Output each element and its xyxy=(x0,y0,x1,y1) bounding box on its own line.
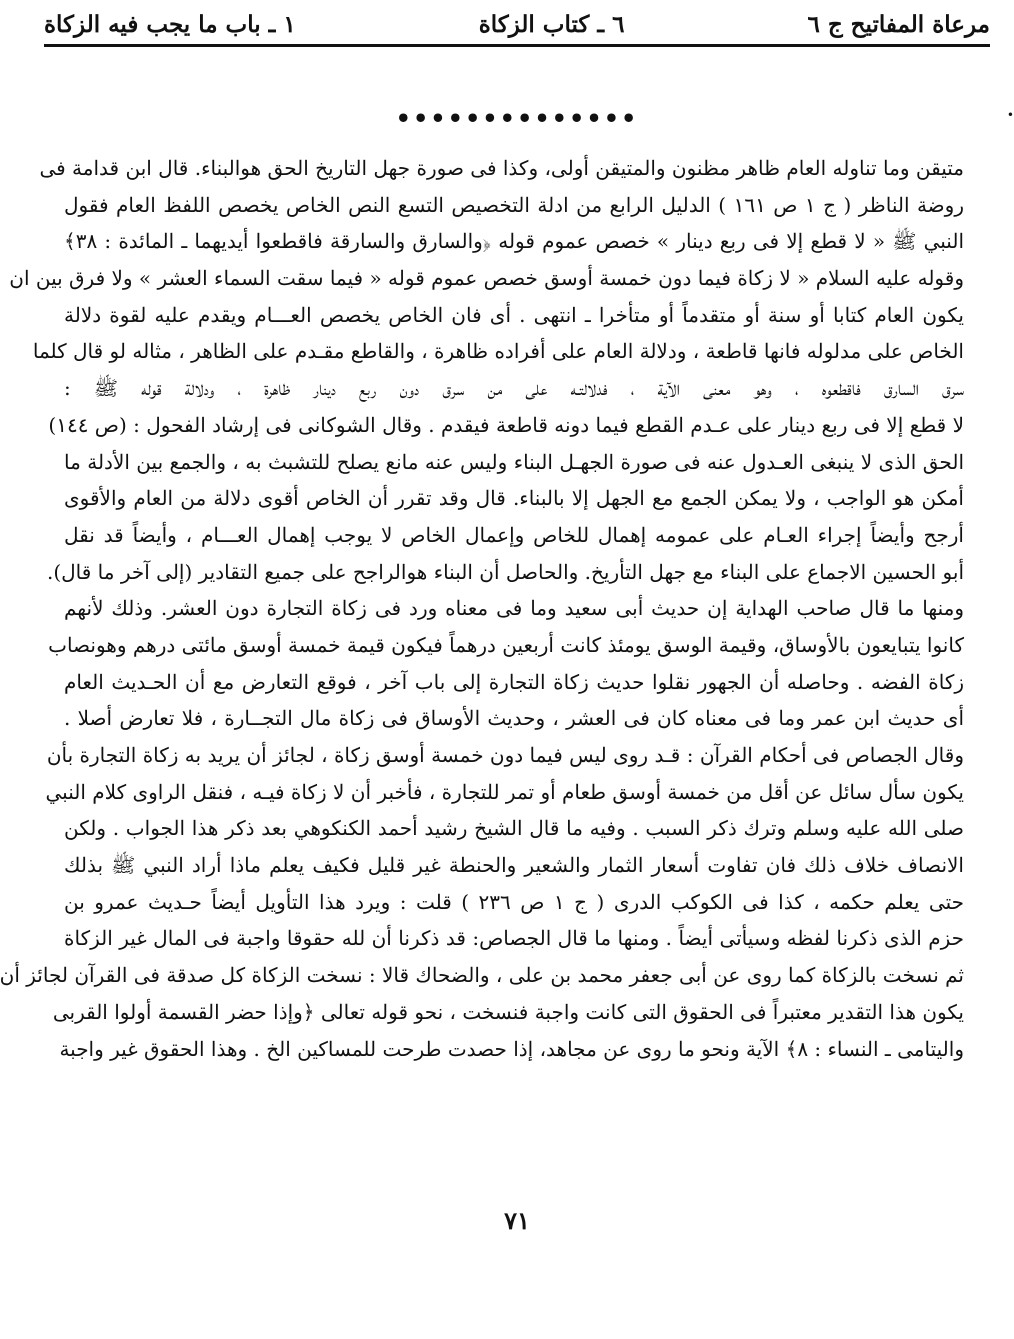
body-line: صلى الله عليه وسلم وترك ذكر السبب . وفيه ما قال الشيخ رشيد أحمد الكنكوهي بعد ذكر هذا الجواب . ولكن xyxy=(64,816,964,841)
body-line: حزم الذى ذكرنا لفظه وسيأتى أيضاً . ومنها ما قال الجصاص: قد ذكرنا أن لله حقوقا واجبة فى المال غير الزكاة xyxy=(64,926,964,951)
body-line: لا قطع إلا فى ربع دينار على عـدم القطع فيما دونه قاطعة فيقدم . وقال الشوكانى فى إرشاد الفحول : (ص ١٤٤) xyxy=(48,412,964,437)
body-line: الحق الذى لا ينبغى العـدول عنه فى صورة الجهـل البناء وليس عنه مانع يصلح للتشبث به ، والجمع بين الأدلة ما xyxy=(64,449,964,474)
body-line: أى حديث ابن عمر وما فى معناه كان فى العشر ، وحديث الأوساق فى زكاة مال التجــارة ، فلا تعارض أصلا . xyxy=(64,706,964,731)
header-book-volume: مرعاة المفاتيح ج ٦ xyxy=(807,10,990,38)
body-line: يكون العام كتابا أو سنة أو متقدماً أو متأخرا ـ انتهى . أى فان الخاص يخصص العـــام ويقدم عليه لقوة دلالة xyxy=(64,302,964,327)
body-line: يكون سأل سائل عن أقل من خمسة أوسق طعام أو تمر للتجارة ، فأخبر أن لا زكاة فيـه ، فنقل الراوى كلام النبي xyxy=(45,779,964,804)
header-book-section: ٦ ـ كتاب الزكاة xyxy=(478,10,625,38)
header-rule xyxy=(44,44,990,47)
body-line: أبو الحسين الاجماع على البناء مع جهل التأريخ. والحاصل أن البناء هوالراجح على جميع التقادير (إلى آخر ما قال). xyxy=(46,559,964,584)
body-line: أرجح وأيضاً إجراء العـام على عمومه إهمال للخاص وإعمال الخاص لا يوجب إهمال العـــام ، وأيضاً قد نقل xyxy=(64,522,964,547)
body-line: النبي ﷺ « لا قطع إلا فى ربع دينار » خصص عموم قوله ﴿والسارق والسارقة فاقطعوا أيديهما ـ المائدة : ٣٨﴾ xyxy=(64,229,964,254)
body-line: زكاة الفضه . وحاصله أن الجهور نقلوا حديث زكاة التجارة إلى باب آخر ، فوقع التعارض مع أن الحـديث العام xyxy=(64,669,965,694)
body-line: كانوا يتبايعون بالأوساق، وقيمة الوسق يومئذ كانت أربعين درهماً فيكون قيمة خمسة أوسق مائتى درهم وهونصاب xyxy=(48,632,964,657)
body-line: حتى يعلم حكمه ، كذا فى الكوكب الدرى ( ج ١ ص ٢٣٦ ) قلت : ويرد هذا التأويل أيضاً حـديث عمرو بن xyxy=(64,889,964,914)
body-line: وقال الجصاص فى أحكام القرآن : قـد روى ليس فيما دون خمسة أوسق زكاة ، لجائز أن يريد به زكاة التجارة بأن xyxy=(46,743,964,767)
body-line: متيقن وما تناوله العام ظاهر مظنون والمتيقن أولى، وكذا فى صورة جهل التاريخ الحق هوالبناء. قال ابن قدامة فى xyxy=(39,156,964,180)
body-line: وقوله عليه السلام « لا زكاة فيما دون خمسة أوسق خصص عموم قوله « فيما سقت السماء العشر » ولا فرق بين ان xyxy=(9,266,964,291)
body-line: سرق السارق فاقطعوه ، وهو معنى الآية ، فدلالتـه على من سرق دون ربع دينار ظاهرة ، ودلالة قوله ﷺ : xyxy=(64,376,964,401)
body-line: ثم نسخت بالزكاة كما روى عن أبى جعفر محمد بن على ، والضحاك قالا : نسخت الزكاة كل صدقة فى القرآن لجائز أن xyxy=(0,963,964,988)
page-number: ٧١ xyxy=(504,1206,530,1235)
header-chapter: ١ ـ باب ما يجب فيه الزكاة xyxy=(44,10,296,38)
body-line: ومنها ما قال صاحب الهداية إن حديث أبى سعيد وما فى معناه ورد فى زكاة التجارة دون العشر. وذلك لأنهم xyxy=(64,596,964,621)
body-line: أمكن هو الواجب ، ولا يمكن الجمع مع الجهل إلا بالبناء. قال وقد تقرر أن الخاص أقوى دلالة من العام والأقوى xyxy=(64,486,964,511)
body-line: روضة الناظر ( ج ١ ص ١٦١ ) الدليل الرابع من ادلة التخصيص التسع النص الخاص يخصص اللفظ العام فقول xyxy=(64,192,964,217)
body-line: الانصاف خلاف ذلك فان تفاوت أسعار الثمار والشعير والحنطة غير قليل فكيف يعلم ماذا أراد النبي ﷺ بذلك xyxy=(64,853,964,878)
margin-mark: • xyxy=(1006,108,1014,122)
body-text xyxy=(0,150,965,1067)
body-line: واليتامى ـ النساء : ٨﴾ الآية ونحو ما روى عن مجاهد، إذا حصدت طرحت للمساكين الخ . وهذا الحقوق غير واجبة xyxy=(59,1036,964,1061)
body-line: الخاص على مدلوله فانها قاطعة ، ودلالة العام على أفراده ظاهرة ، والقاطع مقـدم على الظاهر ، مثاله لو قال كلما xyxy=(32,339,964,364)
section-separator: •••••••••••••• xyxy=(395,104,639,133)
body-line: يكون هذا التقدير معتبراً فى الحقوق التى كانت واجبة فنسخت ، نحو قوله تعالى ﴿وإذا حضر القسمة أولوا القربى xyxy=(52,999,964,1024)
running-header xyxy=(44,6,990,42)
